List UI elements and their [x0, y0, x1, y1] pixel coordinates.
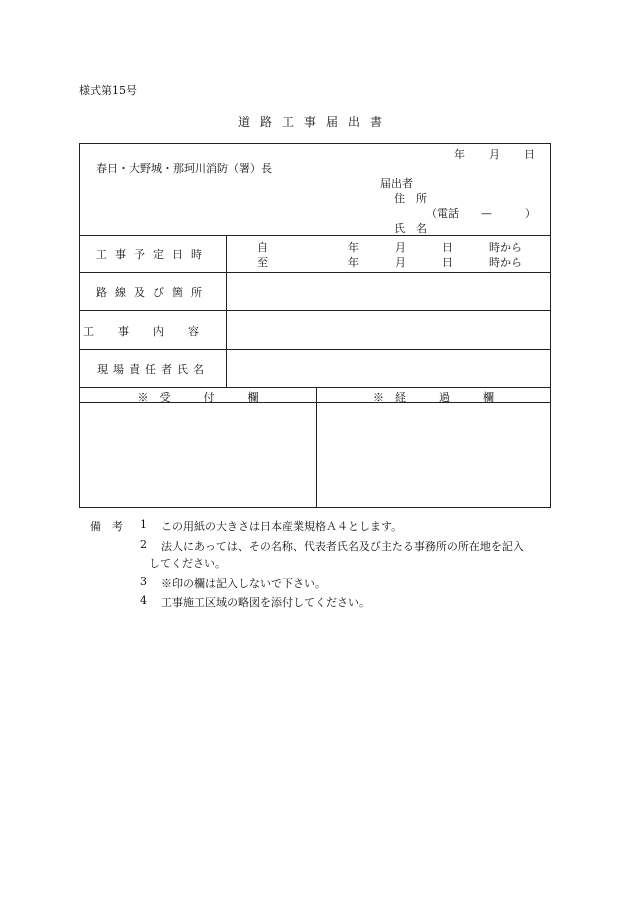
schedule-to-month: 月 [395, 256, 406, 269]
route-label: 路線及び箇所 [96, 286, 210, 299]
addressee: 春日・大野城・那珂川消防（署）長 [96, 162, 272, 175]
reception-box-header: ※ 受 付 欄 [137, 391, 259, 404]
schedule-to-year: 年 [348, 256, 359, 269]
schedule-to-day: 日 [442, 256, 453, 269]
schedule-to-prefix: 至 [257, 256, 268, 269]
progress-box-header: ※ 経 過 欄 [373, 391, 494, 404]
form-number: 様式第15号 [79, 84, 137, 97]
progress-box [317, 403, 550, 507]
form-title: 道路工事届出書 [237, 115, 392, 129]
manager-label: 現場責任者氏名 [97, 363, 209, 376]
note-4-text: 工事施工区域の略図を添付してください。 [161, 596, 370, 609]
content-label: 工事内容 [83, 325, 223, 338]
schedule-from-prefix: 自 [257, 241, 268, 254]
note-3-number: 3 [140, 575, 147, 588]
note-3-text: ※印の欄は記入しないで下さい。 [161, 577, 326, 590]
date-month-label: 月 [489, 148, 500, 161]
form-table [79, 143, 551, 508]
schedule-from-suffix: 時から [489, 241, 522, 254]
notifier-label: 届出者 [380, 177, 413, 190]
date-year-label: 年 [454, 148, 465, 161]
note-4-number: 4 [140, 594, 147, 607]
divider-header [80, 235, 550, 236]
schedule-from-month: 月 [395, 241, 406, 254]
note-2-number: 2 [140, 538, 147, 551]
notes-heading: 備 考 [90, 520, 123, 533]
divider-manager [80, 387, 550, 388]
divider-content [80, 349, 550, 350]
reception-box [80, 403, 316, 507]
date-day-label: 日 [524, 148, 535, 161]
schedule-from-day: 日 [442, 241, 453, 254]
note-1-text: この用紙の大きさは日本産業規格Ａ４とします。 [161, 520, 403, 533]
schedule-to-suffix: 時から [489, 256, 522, 269]
divider-schedule [80, 272, 550, 273]
address-label: 住 所 [394, 192, 427, 205]
schedule-from-year: 年 [348, 241, 359, 254]
name-label: 氏 名 [394, 222, 427, 235]
note-2-text: 法人にあっては、その名称、代表者氏名及び主たる事務所の所在地を記入 [161, 540, 524, 553]
label-column-divider [226, 235, 227, 387]
note-2-text-continued: してください。 [149, 557, 226, 570]
note-1-number: 1 [140, 518, 147, 531]
schedule-label: 工事予定日時 [96, 248, 210, 261]
divider-route [80, 310, 550, 311]
phone-label: （電話 — ） [426, 207, 536, 220]
